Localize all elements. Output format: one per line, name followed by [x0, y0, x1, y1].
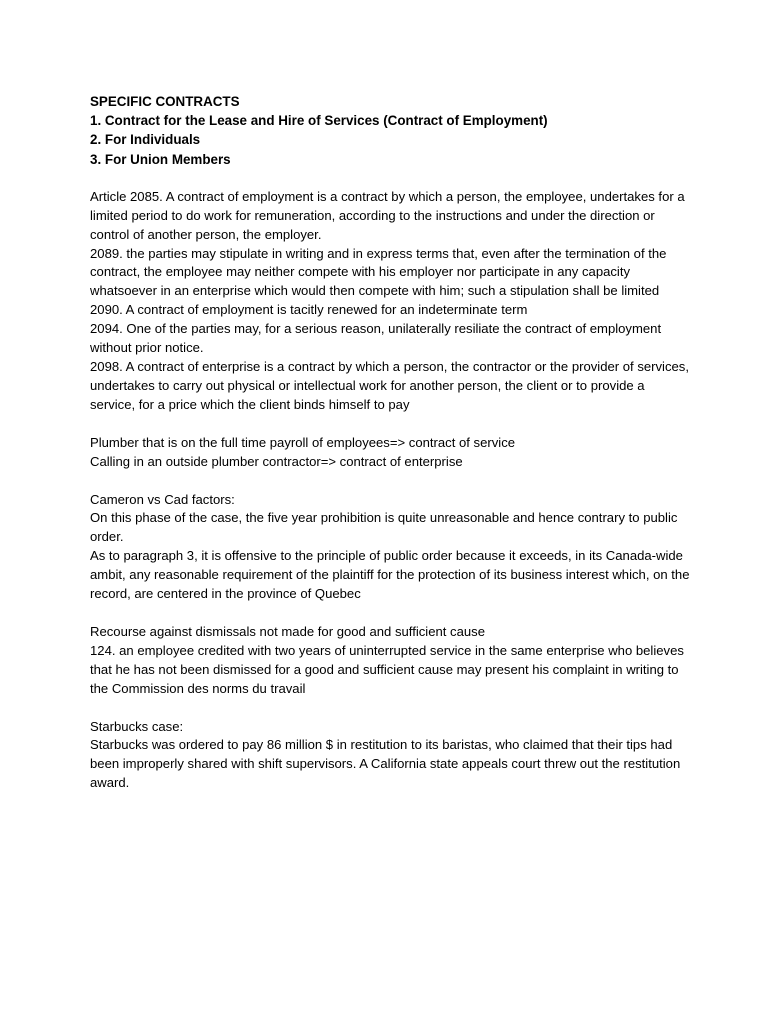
cameron-paragraph-3: As to paragraph 3, it is offensive to the principle of public order because it exceeds, in its Canada-wide ambit, any reasonable requirement of the plaintiff for the protection of its business interest which, on the record, are centered in the province of Quebec: [90, 548, 690, 602]
section-cameron-vs-cad: [90, 491, 690, 604]
starbucks-summary: Starbucks was ordered to pay 86 million $ in restitution to its baristas, who claimed that their tips had been improperly shared with shift supervisors. A California state appeals court threw out the restitution award.: [90, 737, 681, 791]
recourse-heading: Recourse against dismissals not made for good and sufficient cause: [90, 623, 485, 639]
plumber-contract-of-service: Plumber that is on the full time payroll of employees=> contract of service: [90, 434, 516, 450]
article-2085: Article 2085. A contract of employment is a contract by which a person, the employee, undertakes for a limited period to do work for remuneration, according to the instructions and under the direction or control of another person, the employer.: [90, 188, 685, 242]
cameron-five-year-prohibition: On this phase of the case, the five year prohibition is quite unreasonable and hence contrary to public order.: [90, 510, 678, 545]
article-2094: 2094. One of the parties may, for a serious reason, unilaterally resiliate the contract of employment without prior notice.: [90, 321, 662, 356]
heading-for-individuals: 2. For Individuals: [90, 132, 201, 148]
plumber-contract-of-enterprise: Calling in an outside plumber contractor=> contract of enterprise: [90, 453, 463, 469]
article-2089: 2089. the parties may stipulate in writing and in express terms that, even after the termination of the contract, the employee may neither compete with his employer nor participate in any capacity whatsoever in an enterprise which would then compete with him; such a stipulation shall be limited: [90, 245, 667, 299]
article-2098: 2098. A contract of enterprise is a contract by which a person, the contractor or the provider of services, undertakes to carry out physical or intellectual work for another person, the client or to provide a service, for a price which the client binds himself to pay: [90, 358, 689, 412]
cameron-heading: Cameron vs Cad factors:: [90, 491, 235, 507]
heading-contract-of-employment: 1. Contract for the Lease and Hire of Services (Contract of Employment): [90, 113, 548, 129]
section-plumber-example: [90, 434, 690, 472]
section-starbucks-case: [90, 718, 690, 794]
document-page: [90, 92, 690, 812]
starbucks-heading: Starbucks case:: [90, 718, 184, 734]
heading-for-union-members: 3. For Union Members: [90, 151, 231, 167]
article-2090: 2090. A contract of employment is tacitly renewed for an indeterminate term: [90, 302, 528, 318]
section-recourse-dismissals: [90, 623, 690, 699]
section-124: 124. an employee credited with two years of uninterrupted service in the same enterprise who believes that he has not been dismissed for a good and sufficient cause may present his complaint in writing to the Commission des norms du travail: [90, 642, 684, 696]
document-title: SPECIFIC CONTRACTS: [90, 94, 240, 109]
section-civil-code-articles: [90, 188, 690, 415]
document-headings: [90, 92, 690, 169]
